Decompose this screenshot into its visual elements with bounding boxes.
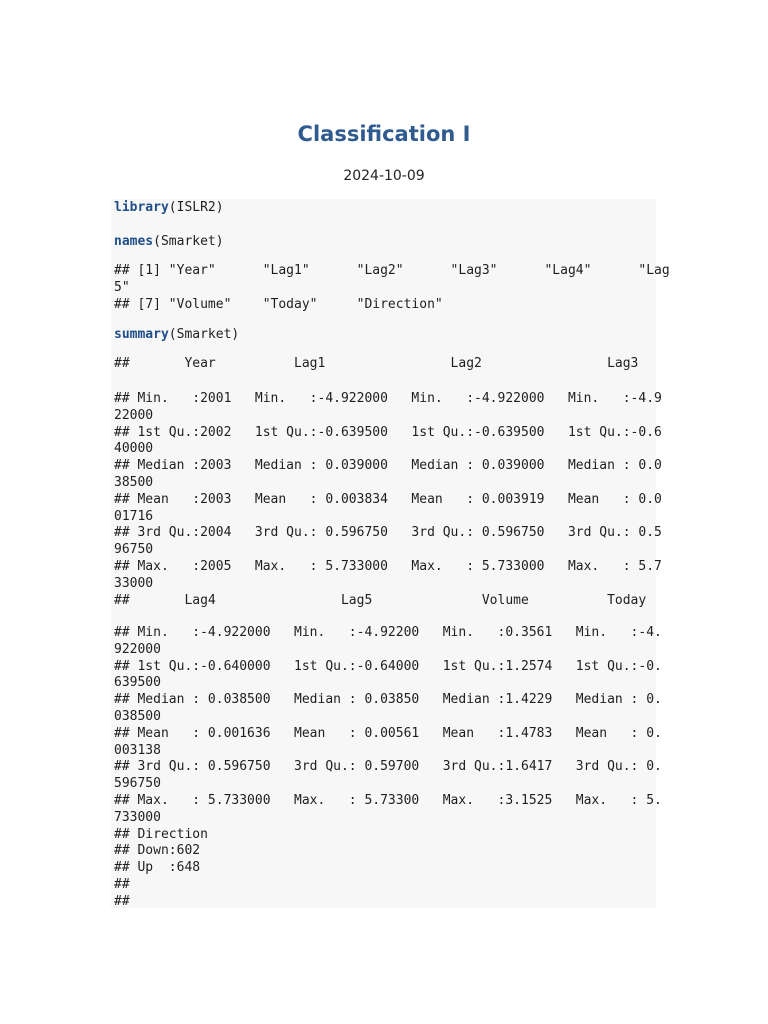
code-line-library xyxy=(114,200,224,217)
function-name-names: names xyxy=(114,234,154,249)
function-args-library: (ISLR2) xyxy=(168,200,224,215)
code-line-summary xyxy=(114,327,239,344)
summary-output-block-2: ## Min. :-4.922000 Min. :-4.92200 Min. :0.3561 Min. :-4. 922000 ## 1st Qu.:-0.640000 1st Qu.:-0.64000 1st Qu.:1.2574 1st Qu.:-0. 639500 ## Median : 0.038500 Median : 0.03850 Median :1.4229 Median : 0. 038500 ## Mean : 0.001636 Mean : 0.00561 Mean :1.4783 Mean : 0. 003138 ## 3rd Qu.: 0.596750 3rd Qu.: 0.59700 3rd Qu.:1.6417 3rd Qu.: 0. 596750 ## Max. : 5.733000 Max. : 5.73300 Max. :3.1525 Max. : 5. 733000 ## Direction ## Down:602 ## Up :648 ## ## xyxy=(114,625,662,909)
names-output: ## [1] "Year" "Lag1" "Lag2" "Lag3" "Lag4" "Lag 5" ## [7] "Volume" "Today" "Direction" xyxy=(114,263,670,312)
document-title: Classification I xyxy=(297,122,471,146)
function-name-library: library xyxy=(114,200,169,215)
code-line-names xyxy=(114,234,224,251)
summary-header-row: ## Year Lag1 Lag2 Lag3 xyxy=(114,356,639,371)
function-name-summary: summary xyxy=(114,327,169,342)
function-args-summary: (Smarket) xyxy=(168,327,240,342)
document-date: 2024-10-09 xyxy=(343,168,425,184)
summary-output-block-1: ## Min. :2001 Min. :-4.922000 Min. :-4.922000 Min. :-4.9 22000 ## 1st Qu.:2002 1st Qu.:-0.639500 1st Qu.:-0.639500 1st Qu.:-0.6 40000 ## Median :2003 Median : 0.039000 Median : 0.039000 Median : 0.0 38500 ## Mean :2003 Mean : 0.003834 Mean : 0.003919 Mean : 0.0 01716 ## 3rd Qu.:2004 3rd Qu.: 0.596750 3rd Qu.: 0.596750 3rd Qu.: 0.5 96750 ## Max. :2005 Max. : 5.733000 Max. : 5.733000 Max. : 5.7 33000 ## Lag4 Lag5 Volume Today xyxy=(114,391,662,608)
function-args-names: (Smarket) xyxy=(153,234,224,249)
